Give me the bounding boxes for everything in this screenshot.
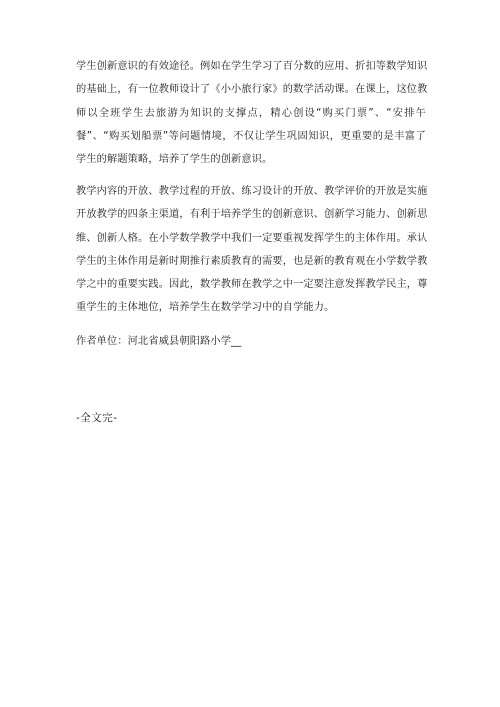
paragraph-2-line: 教学内容的开放、教学过程的开放、练习设计的开放、教学评价的开放是实施 [76, 186, 428, 197]
paragraph-2-line: 重学生的主体地位，培养学生在数学学习中的自学能力。 [76, 302, 335, 314]
author-affiliation-text: 作者单位：河北省威县朝阳路小学__ [76, 336, 242, 347]
paragraph-2-line: 维、创新人格。在小学数学教学中我们一定要重视发挥学生的主体作用。承认 [76, 232, 428, 244]
paragraph-1-line: 学生的解题策略，培养了学生的创新意识。 [76, 154, 273, 166]
paragraph-2-line: 学之中的重要实践。因此，数学教师在教学之中一定要注意发挥教学民主，尊 [76, 279, 428, 291]
paragraph-1-line: 的基础上，有一位教师设计了《小小旅行家》的数学活动课。在课上，这位教 [76, 84, 428, 96]
paragraph-2-line: 开放教学的四条主渠道，有利于培养学生的创新意识、创新学习能力、创新思 [76, 209, 428, 221]
paragraph-1-line: 学生创新意识的有效途径。例如在学生学习了百分数的应用、折扣等数学知识 [76, 61, 428, 72]
paragraph-1-line: 师以全班学生去旅游为知识的支撑点，精心创设“购买门票”、“安排午 [76, 107, 426, 119]
paragraph-1 [76, 55, 426, 171]
author-affiliation [76, 330, 426, 353]
paragraph-1-line: 餐”、“购买划船票”等问题情境，不仅让学生巩固知识，更重要的是丰富了 [76, 130, 426, 142]
end-marker [76, 407, 426, 430]
paragraph-2 [76, 180, 426, 320]
end-marker-text: -全文完- [76, 412, 118, 424]
paragraph-2-line: 学生的主体作用是新时期推行素质教育的需要，也是新的教育观在小学数学教 [76, 255, 428, 267]
